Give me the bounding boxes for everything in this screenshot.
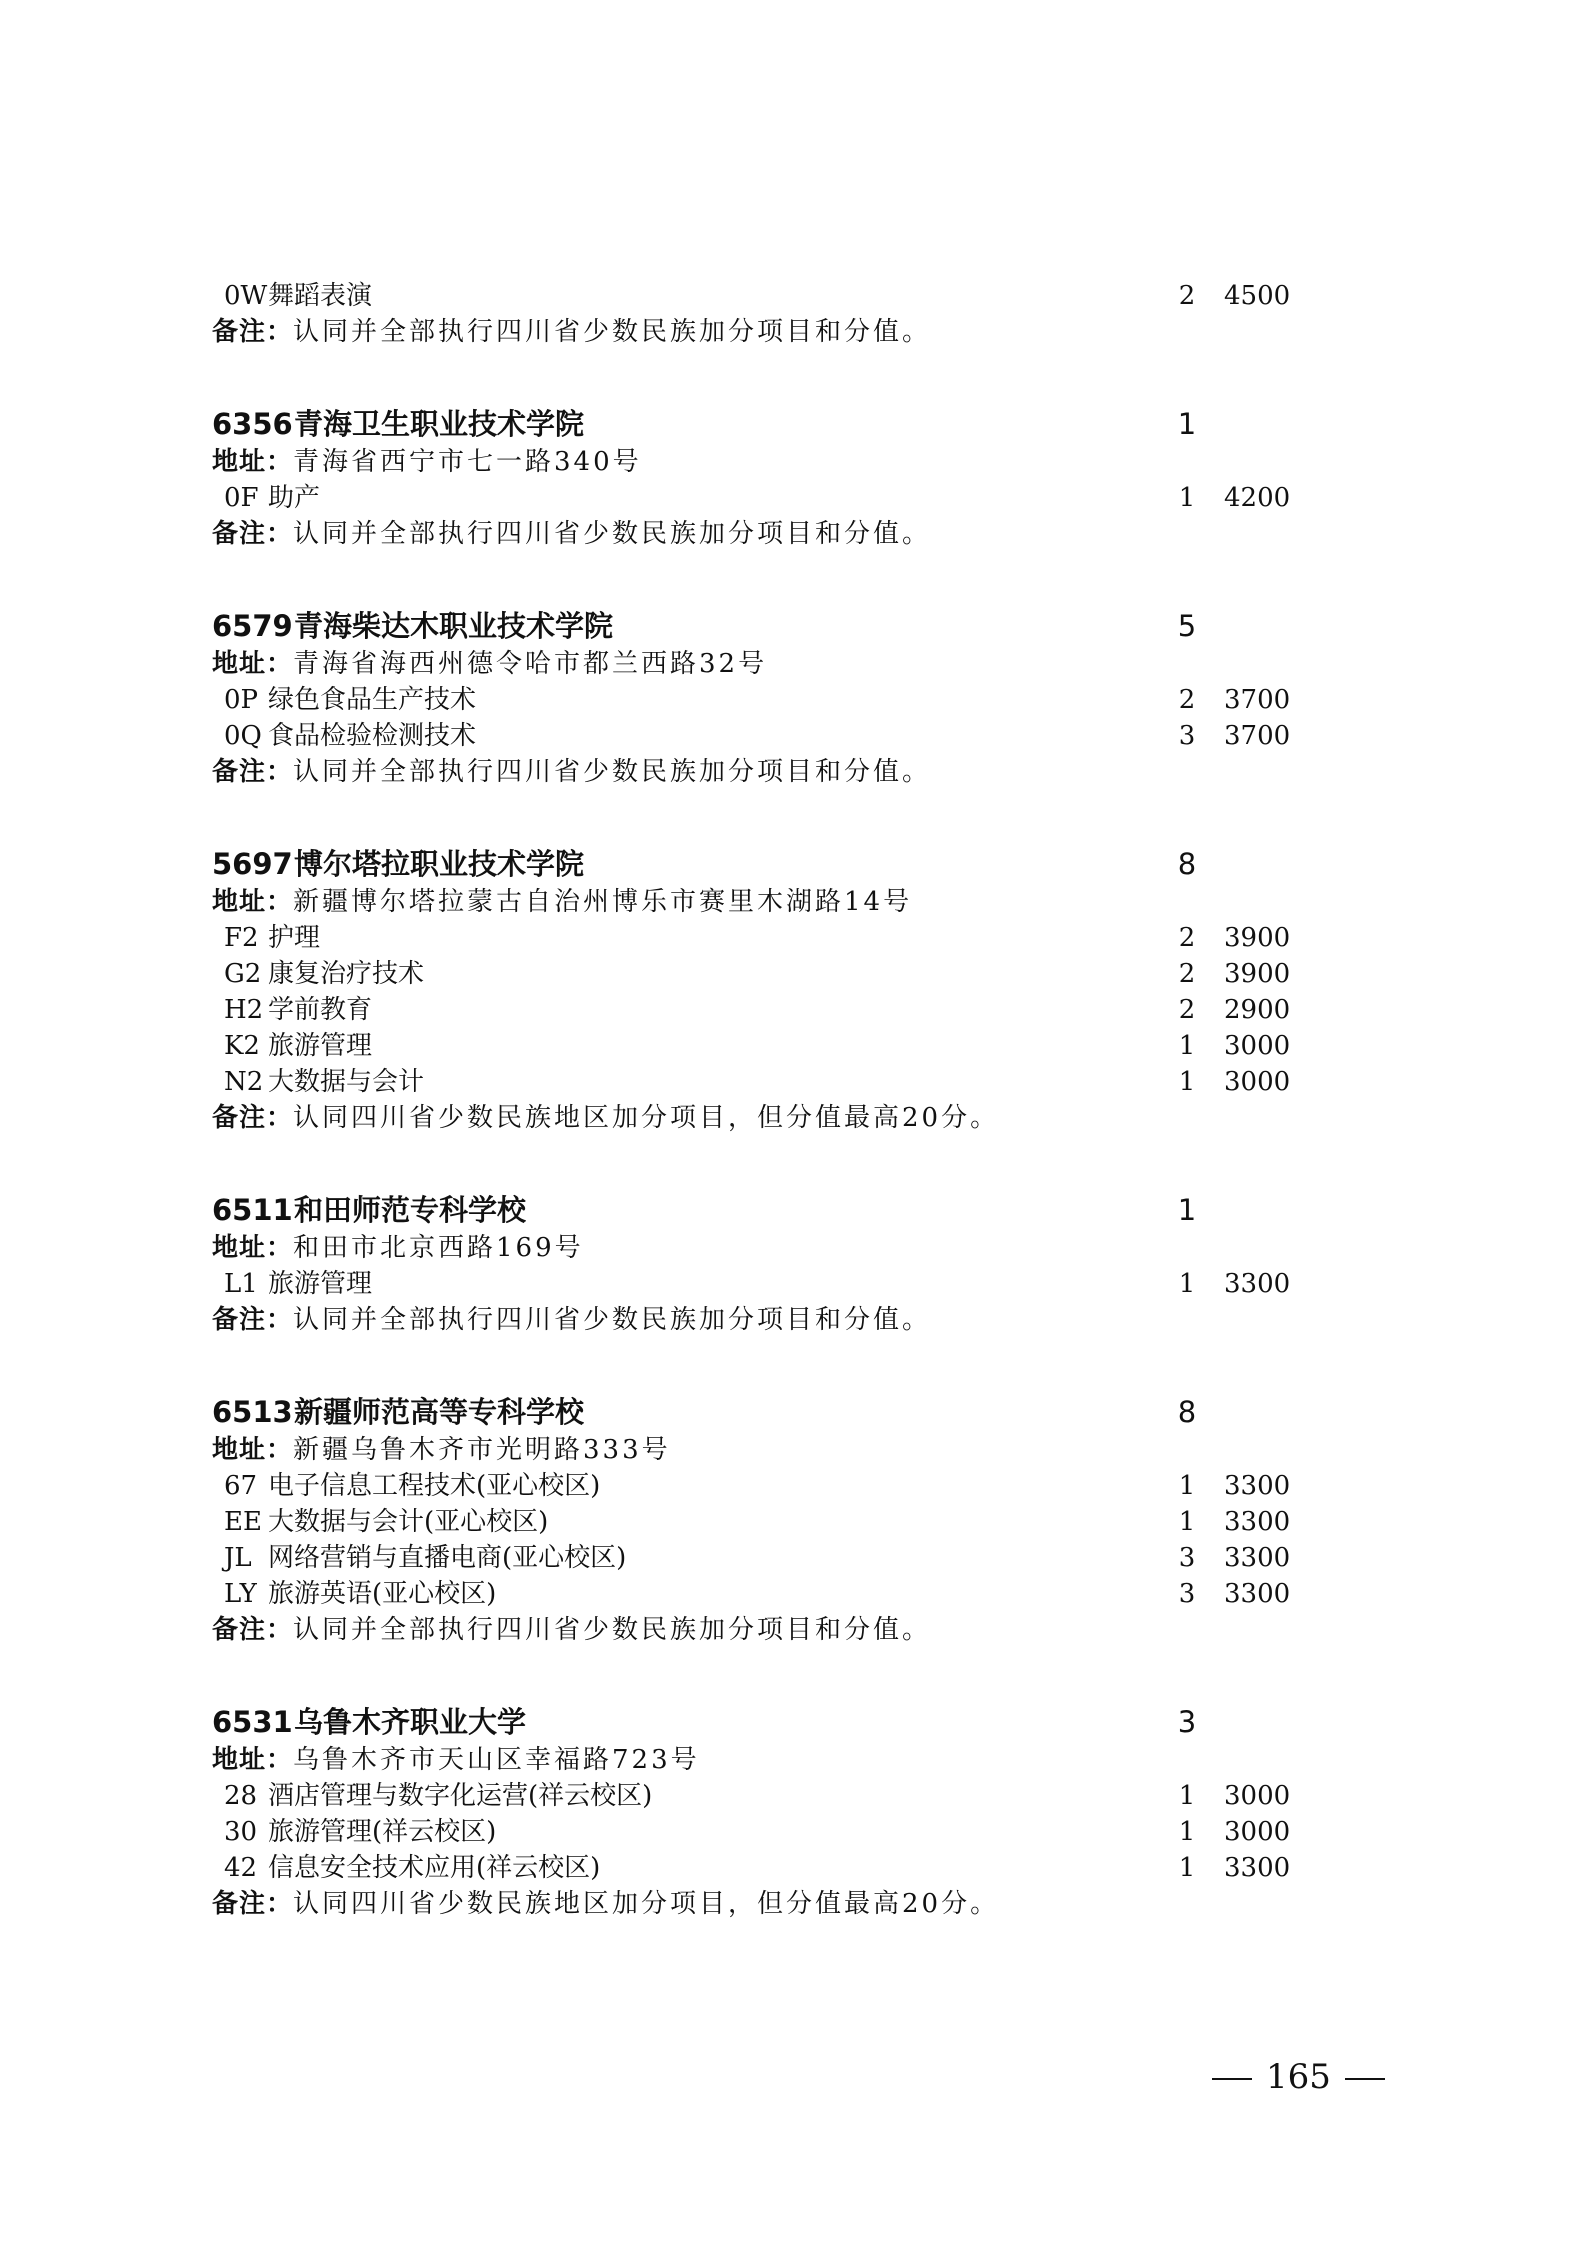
address-label: 地址： (212, 887, 294, 917)
major-name: 大数据与会计(亚心校区) (268, 1507, 549, 1537)
note (212, 1100, 1312, 1136)
address-text: 青海省西宁市七一路340号 (293, 447, 642, 477)
address-label: 地址： (212, 1233, 294, 1263)
school-code: 6356 (212, 407, 293, 441)
major-quota: 3 (1178, 1579, 1196, 1609)
major-quota: 2 (1178, 685, 1196, 715)
note-text: 认同并全部执行四川省少数民族加分项目和分值。 (293, 1615, 932, 1645)
major-quota: 2 (1178, 959, 1196, 989)
major-code: N2 (224, 1067, 264, 1097)
major-row (212, 278, 1312, 314)
note-label: 备注： (212, 1615, 294, 1645)
major-tuition: 3900 (1224, 959, 1291, 989)
major-row (212, 1850, 1312, 1886)
major-code: F2 (224, 923, 259, 953)
note-label: 备注： (212, 1103, 294, 1133)
school-header (212, 606, 1312, 646)
major-name: 学前教育 (268, 995, 373, 1025)
major-quota: 1 (1178, 1067, 1196, 1097)
major-name: 信息安全技术应用(祥云校区) (268, 1853, 601, 1883)
school-name: 乌鲁木齐职业大学 (294, 1705, 527, 1739)
note (212, 1612, 1312, 1648)
major-tuition: 3300 (1224, 1269, 1291, 1299)
page-number: 165 (1266, 2057, 1331, 2097)
major-tuition: 3700 (1224, 721, 1291, 751)
major-name: 旅游管理(祥云校区) (268, 1817, 497, 1847)
major-quota: 1 (1178, 1781, 1196, 1811)
continued-block (212, 278, 1312, 350)
major-tuition: 3000 (1224, 1781, 1291, 1811)
school-code: 6511 (212, 1193, 293, 1227)
school-address (212, 1432, 1312, 1468)
note-label: 备注： (212, 757, 294, 787)
major-code: LY (224, 1579, 257, 1609)
major-name: 旅游英语(亚心校区) (268, 1579, 497, 1609)
school-name: 新疆师范高等专科学校 (294, 1395, 585, 1429)
major-name: 酒店管理与数字化运营(祥云校区) (268, 1781, 653, 1811)
major-row (212, 1814, 1312, 1850)
note-text: 认同四川省少数民族地区加分项目，但分值最高20分。 (293, 1103, 1000, 1133)
school-header (212, 1392, 1312, 1432)
school-header (212, 844, 1312, 884)
major-code: JL (224, 1543, 252, 1573)
major-tuition: 3300 (1224, 1579, 1291, 1609)
major-code: 0F (224, 483, 259, 513)
major-name: 绿色食品生产技术 (268, 685, 477, 715)
school-address (212, 884, 1312, 920)
note-text: 认同并全部执行四川省少数民族加分项目和分值。 (293, 1305, 932, 1335)
school-address (212, 1230, 1312, 1266)
major-tuition: 3300 (1224, 1471, 1291, 1501)
major-code: G2 (224, 959, 262, 989)
page-footer (1212, 2055, 1385, 2099)
major-name: 旅游管理 (268, 1031, 373, 1061)
major-row (212, 1028, 1312, 1064)
major-code: 28 (224, 1781, 258, 1811)
major-row (212, 1266, 1312, 1302)
school-address (212, 646, 1312, 682)
school-total-quota: 8 (1177, 1395, 1197, 1429)
major-tuition: 3000 (1224, 1067, 1291, 1097)
major-tuition: 3300 (1224, 1853, 1291, 1883)
major-row (212, 956, 1312, 992)
address-text: 青海省海西州德令哈市都兰西路32号 (293, 649, 768, 679)
major-quota: 2 (1178, 995, 1196, 1025)
address-label: 地址： (212, 1745, 294, 1775)
major-name: 电子信息工程技术(亚心校区) (268, 1471, 601, 1501)
school-name: 和田师范专科学校 (294, 1193, 527, 1227)
footer-dash-left (1212, 2078, 1252, 2080)
major-tuition: 4200 (1224, 483, 1291, 513)
major-name: 大数据与会计 (268, 1067, 425, 1097)
major-row (212, 1064, 1312, 1100)
note-label: 备注： (212, 317, 294, 347)
major-name: 食品检验检测技术 (268, 721, 477, 751)
major-quota: 1 (1178, 1471, 1196, 1501)
major-quota: 1 (1178, 1507, 1196, 1537)
major-quota: 3 (1178, 721, 1196, 751)
major-row (212, 1468, 1312, 1504)
school-total-quota: 8 (1177, 847, 1197, 881)
address-text: 新疆博尔塔拉蒙古自治州博乐市赛里木湖路14号 (293, 887, 913, 917)
school-total-quota: 5 (1177, 609, 1197, 643)
major-code: K2 (224, 1031, 260, 1061)
major-row (212, 920, 1312, 956)
school-code: 6513 (212, 1395, 293, 1429)
note-text: 认同并全部执行四川省少数民族加分项目和分值。 (293, 317, 932, 347)
note (212, 1886, 1312, 1922)
address-label: 地址： (212, 447, 294, 477)
address-text: 新疆乌鲁木齐市光明路333号 (293, 1435, 671, 1465)
major-quota: 1 (1178, 1269, 1196, 1299)
address-text: 乌鲁木齐市天山区幸福路723号 (293, 1745, 700, 1775)
school-address (212, 444, 1312, 480)
major-code: EE (224, 1507, 262, 1537)
address-label: 地址： (212, 649, 294, 679)
school-total-quota: 3 (1177, 1705, 1197, 1739)
major-quota: 1 (1178, 1853, 1196, 1883)
school-block (212, 1392, 1312, 1648)
major-quota: 2 (1178, 923, 1196, 953)
footer-dash-right (1345, 2078, 1385, 2080)
major-row (212, 1778, 1312, 1814)
major-quota: 3 (1178, 1543, 1196, 1573)
note (212, 516, 1312, 552)
major-code: H2 (224, 995, 264, 1025)
major-row (212, 1540, 1312, 1576)
school-total-quota: 1 (1177, 1193, 1197, 1227)
school-code: 5697 (212, 847, 293, 881)
note-label: 备注： (212, 519, 294, 549)
major-tuition: 3000 (1224, 1817, 1291, 1847)
major-code: L1 (224, 1269, 258, 1299)
school-name: 青海柴达木职业技术学院 (294, 609, 614, 643)
school-block (212, 1190, 1312, 1338)
major-row (212, 1504, 1312, 1540)
major-tuition: 3300 (1224, 1507, 1291, 1537)
major-quota: 1 (1178, 1817, 1196, 1847)
school-address (212, 1742, 1312, 1778)
school-block (212, 1702, 1312, 1922)
major-tuition: 3000 (1224, 1031, 1291, 1061)
major-code: 0W (224, 281, 268, 311)
major-row (212, 480, 1312, 516)
major-quota: 1 (1178, 483, 1196, 513)
school-total-quota: 1 (1177, 407, 1197, 441)
major-row (212, 718, 1312, 754)
major-name: 康复治疗技术 (268, 959, 425, 989)
school-block (212, 844, 1312, 1136)
major-row (212, 682, 1312, 718)
school-block (212, 404, 1312, 552)
major-name: 助产 (268, 483, 321, 513)
address-label: 地址： (212, 1435, 294, 1465)
major-code: 0P (224, 685, 259, 715)
school-code: 6531 (212, 1705, 293, 1739)
major-quota: 2 (1178, 281, 1196, 311)
major-tuition: 3300 (1224, 1543, 1291, 1573)
note-text: 认同并全部执行四川省少数民族加分项目和分值。 (293, 519, 932, 549)
note-label: 备注： (212, 1889, 294, 1919)
major-row (212, 1576, 1312, 1612)
note (212, 1302, 1312, 1338)
major-row (212, 992, 1312, 1028)
major-quota: 1 (1178, 1031, 1196, 1061)
school-header (212, 1190, 1312, 1230)
document-body (212, 278, 1312, 1922)
major-name: 护理 (268, 923, 321, 953)
major-code: 67 (224, 1471, 258, 1501)
note (212, 754, 1312, 790)
major-tuition: 2900 (1224, 995, 1291, 1025)
major-code: 30 (224, 1817, 258, 1847)
major-tuition: 4500 (1224, 281, 1291, 311)
major-name: 网络营销与直播电商(亚心校区) (268, 1543, 627, 1573)
address-text: 和田市北京西路169号 (293, 1233, 584, 1263)
major-code: 0Q (224, 721, 262, 751)
school-header (212, 1702, 1312, 1742)
major-code: 42 (224, 1853, 258, 1883)
major-name: 舞蹈表演 (268, 281, 373, 311)
note-text: 认同四川省少数民族地区加分项目，但分值最高20分。 (293, 1889, 1000, 1919)
major-tuition: 3900 (1224, 923, 1291, 953)
note-text: 认同并全部执行四川省少数民族加分项目和分值。 (293, 757, 932, 787)
note-label: 备注： (212, 1305, 294, 1335)
school-name: 青海卫生职业技术学院 (294, 407, 585, 441)
school-name: 博尔塔拉职业技术学院 (294, 847, 585, 881)
school-header (212, 404, 1312, 444)
school-code: 6579 (212, 609, 293, 643)
major-tuition: 3700 (1224, 685, 1291, 715)
note (212, 314, 1312, 350)
major-name: 旅游管理 (268, 1269, 373, 1299)
school-block (212, 606, 1312, 790)
